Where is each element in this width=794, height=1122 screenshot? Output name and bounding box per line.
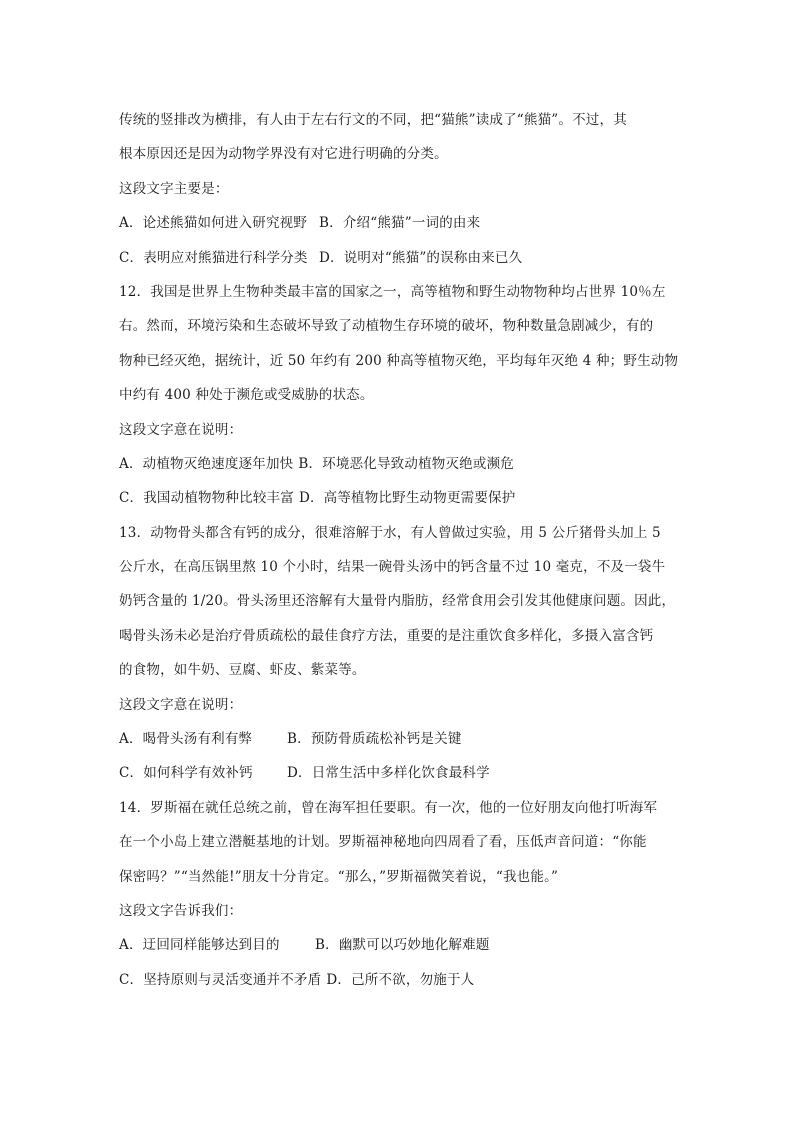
option-d: D．高等植物比野生动物更需要保护 <box>298 490 516 507</box>
option-d: D．日常生活中多样化饮食最科学 <box>287 765 490 782</box>
option-c: C．如何科学有效补钙 <box>119 765 253 782</box>
option-a: A．喝骨头汤有利有弊 <box>119 731 253 748</box>
option-row <box>119 246 679 270</box>
option-row <box>119 761 679 785</box>
paragraph-line: 传统的竖排改为横排，有人由于左右行文的不同，把“猫熊”读成了“熊猫”。不过，其 <box>119 112 627 128</box>
question-prompt: 这段文字意在说明： <box>119 421 243 438</box>
option-c: C．我国动植物物种比较丰富 <box>119 490 294 507</box>
option-row <box>119 727 679 751</box>
paragraph-line: 奶钙含量的 1/20。骨头汤里还溶解有大量骨内脂肪，经常食用会引发其他健康问题。因此， <box>119 593 676 610</box>
paragraph-line: 物种已经灭绝，据统计，近 50 年约有 200 种高等植物灭绝，平均每年灭绝 4 种；野生动物 <box>119 352 679 369</box>
option-d: D．说明对“熊猫”的误称由来已久 <box>319 249 523 266</box>
document-body <box>119 108 679 1002</box>
option-row <box>119 933 679 957</box>
paragraph-line: 12．我国是世界上生物种类最丰富的国家之一，高等植物和野生动物物种均占世界 10％左 <box>119 283 666 300</box>
option-b: B．预防骨质疏松补钙是关键 <box>287 731 462 748</box>
paragraph-line: 在一个小岛上建立潜艇基地的计划。罗斯福神秘地向四周看了看，压低声音问道：“你能 <box>119 834 647 851</box>
option-b: B．环境恶化导致动植物灭绝或濒危 <box>298 455 514 472</box>
paragraph-line: 13．动物骨头都含有钙的成分，很难溶解于水，有人曾做过实验，用 5 公斤猪骨头加上 5 <box>119 524 661 541</box>
option-c: C．表明应对熊猫进行科学分类 <box>119 249 308 266</box>
option-row <box>119 968 679 992</box>
option-row <box>119 486 679 510</box>
option-a: A．迂回同样能够达到目的 <box>119 937 280 954</box>
question-prompt: 这段文字主要是： <box>119 180 229 197</box>
question-prompt: 这段文字意在说明： <box>119 696 243 713</box>
option-row <box>119 452 679 476</box>
paragraph-line: 右。然而，环境污染和生态破坏导致了动植物生存环境的破坏，物种数量急剧减少，有的 <box>119 318 654 335</box>
option-a: A．论述熊猫如何进入研究视野 <box>119 215 308 232</box>
option-d: D．己所不欲，勿施于人 <box>326 971 475 988</box>
paragraph-line: 中约有 400 种处于濒危或受威胁的状态。 <box>119 387 374 404</box>
question-prompt: 这段文字告诉我们： <box>119 902 243 919</box>
option-a: A．动植物灭绝速度逐年加快 <box>119 455 294 472</box>
option-b: B．幽默可以巧妙地化解难题 <box>315 937 490 954</box>
option-row <box>119 211 679 235</box>
paragraph-line: 根本原因还是因为动物学界没有对它进行明确的分类。 <box>119 146 448 163</box>
paragraph-line: 14．罗斯福在就任总统之前，曾在海军担任要职。有一次，他的一位好朋友向他打听海军 <box>119 799 658 816</box>
option-b: B．介绍“熊猫”一词的由来 <box>319 215 481 232</box>
paragraph-line: 喝骨头汤未必是治疗骨质疏松的最佳食疗方法，重要的是注重饮食多样化，多摄入富含钙 <box>119 627 654 644</box>
option-c: C．坚持原则与灵活变通并不矛盾 <box>119 971 322 988</box>
paragraph-line: 公斤水，在高压锅里熬 10 个小时，结果一碗骨头汤中的钙含量不过 10 毫克，不及一袋牛 <box>119 559 666 576</box>
paragraph-line: 的食物，如牛奶、豆腐、虾皮、紫菜等。 <box>119 662 366 679</box>
paragraph-line: 保密吗？”“当然能!”朋友十分肯定。“那么，”罗斯福微笑着说，“我也能。” <box>119 868 559 885</box>
